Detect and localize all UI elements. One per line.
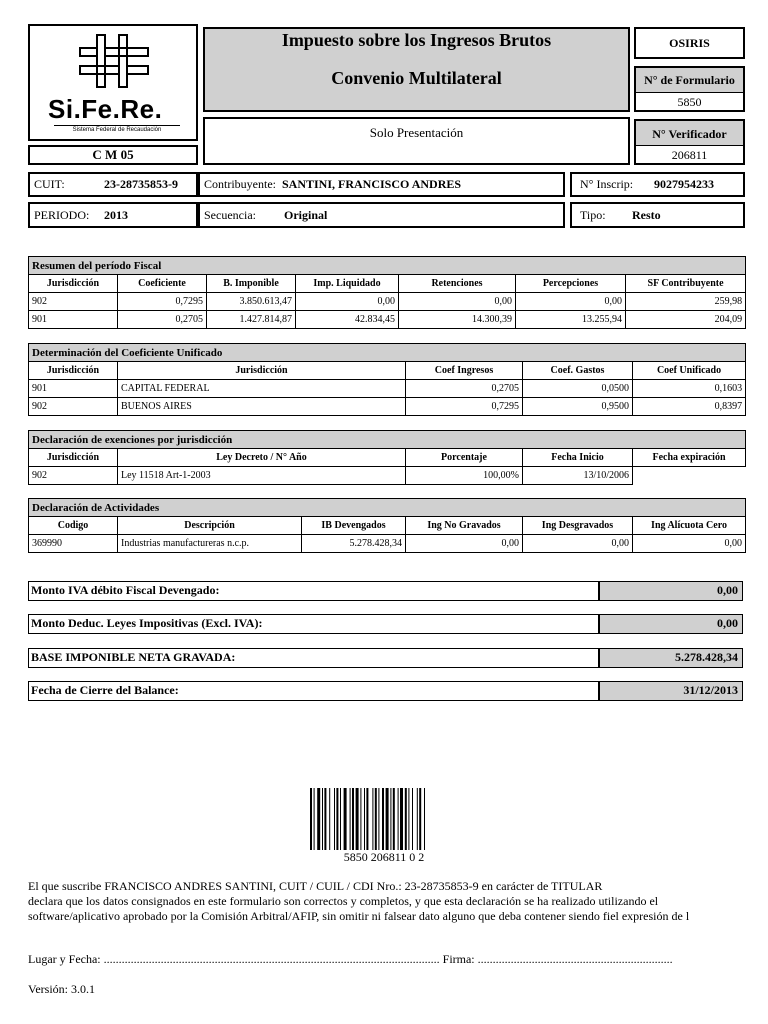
actividades-header: IB Devengados [302,517,406,535]
barcode-bar [398,788,399,850]
table-cell: 42.834,45 [296,311,399,329]
inscripcion-value: 9027954233 [654,177,714,191]
tipo-label: Tipo: [580,208,606,222]
barcode-bar [329,788,330,850]
barcode-bar [324,788,326,850]
table-cell: 0,2705 [118,311,207,329]
inscripcion-label: N° Inscrip: [580,177,634,191]
barcode-bar [340,788,341,850]
barcode-bar [400,788,403,850]
barcode-bar [310,788,312,850]
sifere-logo [28,24,198,141]
table-cell: 902 [29,293,118,311]
table-cell: Industrias manufactureras n.c.p. [118,535,302,553]
total-iva-debito [28,581,743,601]
resumen-header: Jurisdicción [29,275,118,293]
system-box: OSIRIS [634,27,745,59]
secuencia-label: Secuencia: [204,208,256,222]
resumen-header: Retenciones [399,275,516,293]
barcode-bar [314,788,315,850]
barcode-bar [412,788,413,850]
contribuyente-name: SANTINI, FRANCISCO ANDRES [282,177,462,191]
table-cell: 13/10/2006 [523,467,633,485]
exenciones-header: Fecha Inicio [523,449,633,467]
barcode-bar [424,788,425,850]
declaration-line: declara que los datos consignados en este formulario son correctos y completos, y que esta declaración se ha realizado utilizando el [28,894,659,908]
table-cell: 0,9500 [523,398,633,416]
barcode-bar [393,788,395,850]
table-cell: 0,2705 [406,380,523,398]
presentation-label: Solo Presentación [369,125,464,140]
total-base-imponible [28,648,743,668]
total-label: BASE IMPONIBLE NETA GRAVADA: [31,650,236,664]
barcode-bar [336,788,338,850]
coeficiente-title: Determinación del Coeficiente Unificado [29,344,746,362]
verifier-number: 206811 [671,148,708,162]
verifier-box [634,119,745,165]
barcode-bar [378,788,379,850]
table-cell: Ley 11518 Art-1-2003 [118,467,406,485]
table-row [29,535,746,553]
presentation-box [203,117,630,165]
coeficiente-header: Coef. Gastos [523,362,633,380]
barcode-bar [364,788,365,850]
secuencia-box [198,202,565,228]
title-line2: Convenio Multilateral [331,68,502,88]
total-fecha-cierre [28,681,743,701]
resumen-header: B. Imponible [207,275,296,293]
table-cell: 259,98 [626,293,746,311]
declaration-line: El que suscribe FRANCISCO ANDRES SANTINI, CUIT / CUIL / CDI Nro.: 23-28735853-9 en carácter de TITULAR [28,879,603,893]
actividades-header: Descripción [118,517,302,535]
resumen-title: Resumen del período Fiscal [29,257,746,275]
barcode-number: 5850 206811 0 2 [343,850,425,864]
total-value: 31/12/2013 [598,682,742,700]
barcode-bar [372,788,373,850]
periodo-label: PERIODO: [34,208,90,222]
actividades-table [28,498,746,553]
resumen-header: SF Contribuyente [626,275,746,293]
coeficiente-header: Jurisdicción [118,362,406,380]
total-value: 0,00 [598,615,742,633]
actividades-title: Declaración de Actividades [29,499,746,517]
barcode-bar [390,788,391,850]
table-row [29,293,746,311]
actividades-header: Ing No Gravados [406,517,523,535]
table-cell: 369990 [29,535,118,553]
actividades-header: Codigo [29,517,118,535]
table-cell: 1.427.814,87 [207,311,296,329]
exenciones-title: Declaración de exenciones por jurisdicción [29,431,746,449]
resumen-header: Imp. Liquidado [296,275,399,293]
table-row [29,311,746,329]
contribuyente-label: Contribuyente: [204,177,276,191]
table-cell: 0,0500 [523,380,633,398]
barcode-bar [375,788,377,850]
barcode-bar [344,788,347,850]
table-cell: 5.278.428,34 [302,535,406,553]
table-cell: 901 [29,380,118,398]
total-deducciones [28,614,743,634]
table-cell: 204,09 [626,311,746,329]
table-cell: 0,7295 [406,398,523,416]
form-code: C M 05 [28,145,198,165]
barcode-bar [386,788,389,850]
barcode [310,788,458,850]
lugar-fecha-firma: Lugar y Fecha: ................................................................................................................ Firma: ................................................................. [28,952,673,966]
table-cell: 901 [29,311,118,329]
total-label: Fecha de Cierre del Balance: [31,683,179,697]
tipo-box [570,202,745,228]
table-cell: 0,7295 [118,293,207,311]
table-row [29,380,746,398]
logo-wordmark: Si.Fe.Re. [48,94,163,124]
cuit-value: 23-28735853-9 [104,177,178,191]
actividades-header: Ing Alícuota Cero [633,517,746,535]
declaration-line: software/aplicativo aprobado por la Comisión Arbitral/AFIP, sin omitir ni falsear dato alguno que deba contener siendo fiel expresión de l [28,909,690,923]
exenciones-header: Fecha expiración [633,449,746,467]
resumen-header: Percepciones [516,275,626,293]
form-number-label: N° de Formulario [636,68,743,93]
periodo-box [28,202,198,228]
cuit-label: CUIT: [34,177,65,191]
total-label: Monto IVA débito Fiscal Devengado: [31,583,220,597]
barcode-bar [417,788,418,850]
table-cell: 0,1603 [633,380,746,398]
resumen-header: Coeficiente [118,275,207,293]
title-box [203,27,630,112]
verifier-label: N° Verificador [636,121,743,146]
table-cell: 0,00 [406,535,523,553]
barcode-bar [350,788,351,850]
exenciones-header: Ley Decreto / N° Año [118,449,406,467]
barcode-bar [352,788,354,850]
coeficiente-table [28,343,746,416]
table-cell: 0,8397 [633,398,746,416]
table-cell: 0,00 [633,535,746,553]
table-cell: 100,00% [406,467,523,485]
cuit-box [28,172,198,197]
secuencia-value: Original [284,208,328,222]
title-line1: Impuesto sobre los Ingresos Brutos [281,30,552,50]
table-cell: 3.850.613,47 [207,293,296,311]
barcode-bar [366,788,368,850]
table-cell: 13.255,94 [516,311,626,329]
coeficiente-header: Coef Ingresos [406,362,523,380]
exenciones-header: Jurisdicción [29,449,118,467]
coeficiente-header: Coef Unificado [633,362,746,380]
table-cell: CAPITAL FEDERAL [118,380,406,398]
barcode-bar [334,788,335,850]
periodo-value: 2013 [104,208,128,222]
barcode-bar [419,788,421,850]
barcode-bar [360,788,361,850]
total-value: 0,00 [598,582,742,600]
table-cell: 902 [29,467,118,485]
tipo-value: Resto [632,208,661,222]
logo-divider [54,125,180,126]
contribuyente-box [198,172,565,197]
sifere-emblem-icon [77,32,151,90]
barcode-bar [408,788,409,850]
declaration-text [28,879,743,924]
barcode-bar [382,788,384,850]
table-cell: 0,00 [523,535,633,553]
exenciones-table [28,430,746,485]
table-cell: 0,00 [516,293,626,311]
inscripcion-box [570,172,745,197]
table-cell: 14.300,39 [399,311,516,329]
exenciones-header: Porcentaje [406,449,523,467]
barcode-bar [322,788,323,850]
total-label: Monto Deduc. Leyes Impositivas (Excl. IVA): [31,616,263,630]
barcode-bar [317,788,320,850]
coeficiente-header: Jurisdicción [29,362,118,380]
actividades-header: Ing Desgravados [523,517,633,535]
logo-subtitle: Sistema Federal de Recaudación [72,127,162,133]
form-number-box [634,66,745,112]
barcode-bar [356,788,359,850]
table-cell: 0,00 [399,293,516,311]
table-row [29,467,746,485]
table-cell: BUENOS AIRES [118,398,406,416]
table-row [29,398,746,416]
version-label: Versión: 3.0.1 [28,982,95,996]
barcode-bar [405,788,407,850]
table-cell [633,467,746,485]
table-cell: 902 [29,398,118,416]
total-value: 5.278.428,34 [598,649,742,667]
table-cell: 0,00 [296,293,399,311]
resumen-table [28,256,746,329]
form-number: 5850 [677,95,702,109]
